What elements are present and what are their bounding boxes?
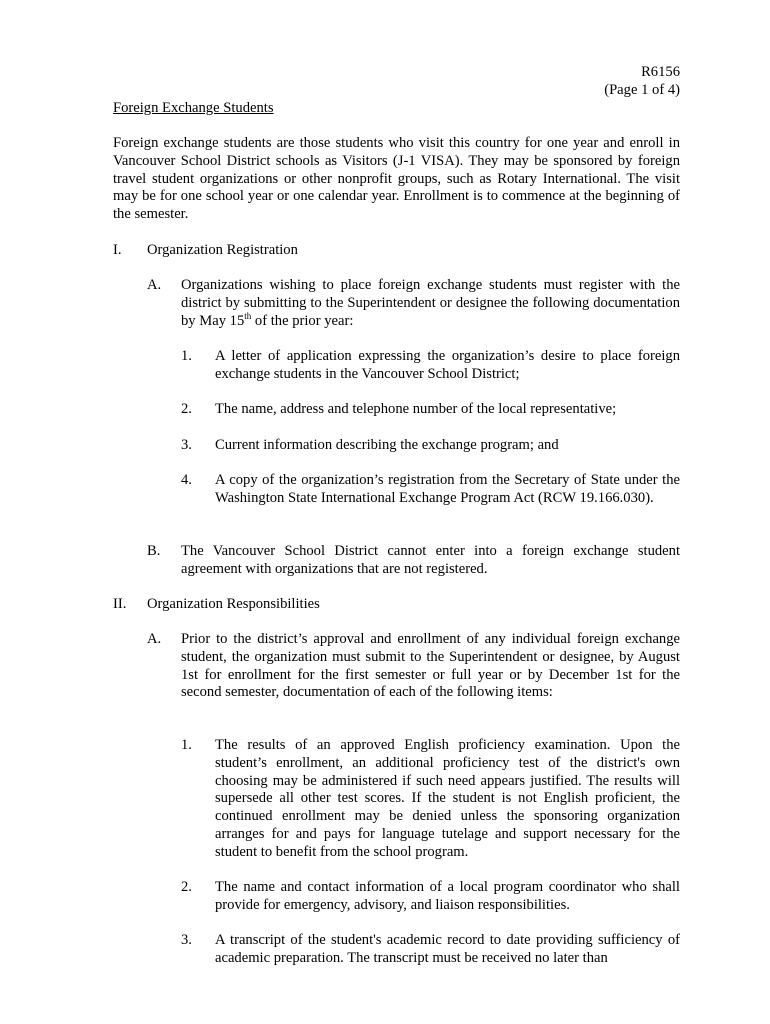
item-text: Prior to the district’s approval and enrollment of any individual foreign exchange student, the organization must submit to the Superintendent or designee, by August 1st for enrollment for the first semester or full year or by December 1st for the second semester, documentation of each of the following items: [181,631,680,701]
item-number: 1. [181,348,192,364]
item-text: The results of an approved English proficiency examination. Upon the student’s enrollment, an additional proficiency test of the district's own choosing may be administered if such need appears justified. The results will supersede all other test scores. If the student is not English proficient, the continued enrollment may be denied unless the sponsoring organization arranges for and pays for language tutelage and support necessary for the student to benefit from the school program. [215,737,680,860]
item-letter: A. [147,631,162,647]
section-title: Organization Registration [147,242,298,258]
section-number: I. [113,242,122,258]
item-text: The Vancouver School District cannot enter into a foreign exchange student agreement with organizations that are not registered. [181,543,680,577]
item-text: The name, address and telephone number of the local representative; [215,401,617,417]
item-text: Organizations wishing to place foreign exchange students must register with the district by submitting to the Superintendent or designee the following documentation by May 15th of the prior year: [181,277,680,329]
document-title: Foreign Exchange Students [113,100,274,116]
item-number: 2. [181,401,192,417]
item-text: Current information describing the exchange program; and [215,437,559,453]
section-number: II. [113,596,127,612]
item-text: A copy of the organization’s registration from the Secretary of State under the Washington State International Exchange Program Act (RCW 19.166.030). [215,472,680,506]
item-text: A letter of application expressing the organization’s desire to place foreign exchange students in the Vancouver School District; [215,348,680,382]
item-number: 2. [181,879,192,895]
section-title: Organization Responsibilities [147,596,320,612]
item-number: 3. [181,437,192,453]
item-number: 4. [181,472,192,488]
item-text: The name and contact information of a local program coordinator who shall provide for emergency, advisory, and liaison responsibilities. [215,879,680,913]
intro-paragraph: Foreign exchange students are those students who visit this country for one year and enroll in Vancouver School District schools as Visitors (J-1 VISA). They may be sponsored by foreign travel student organizations or other nonprofit groups, such as Rotary International. The visit may be for one school year or one calendar year. Enrollment is to commence at the beginning of the semester. [113,135,680,223]
item-letter: B. [147,543,161,559]
item-text: A transcript of the student's academic record to date providing sufficiency of academic preparation. The transcript must be received no later than [215,932,680,966]
policy-code: R6156 [641,64,680,80]
page-indicator: (Page 1 of 4) [604,81,680,98]
policy-header [604,64,680,100]
item-number: 3. [181,932,192,948]
item-number: 1. [181,737,192,753]
item-letter: A. [147,277,162,293]
